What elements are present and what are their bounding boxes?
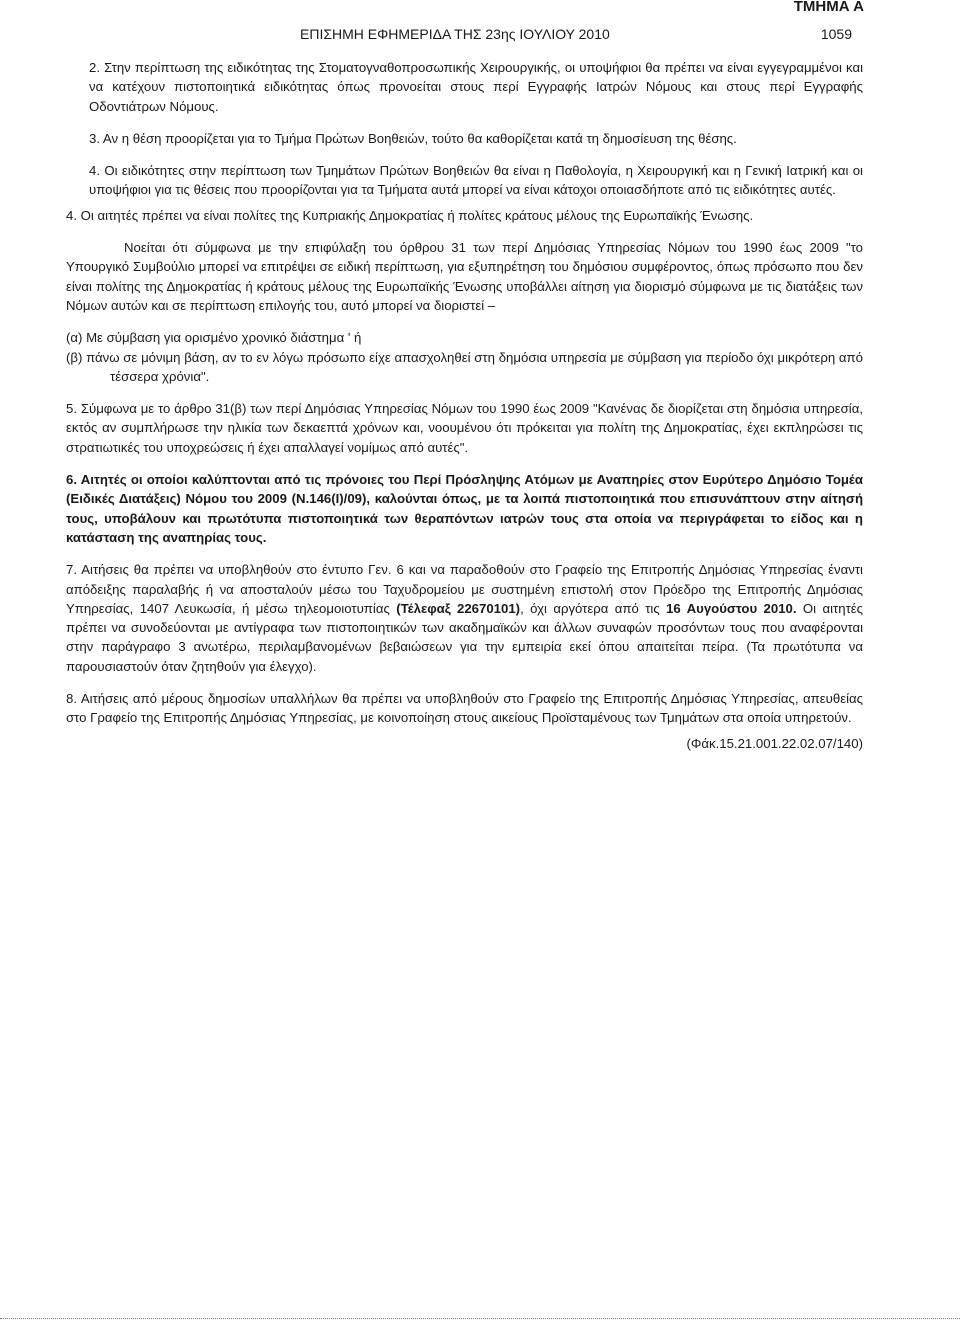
paragraph-2: 2. Στην περίπτωση της ειδικότητας της Στοματογναθοπροσωπικής Χειρουργικής, οι υποψήφιοι θα πρέπει να είναι εγγεγραμμένοι και να κατέχουν πιστοποιητικά ειδικότητας όπως προνοείται στους περί Εγγραφής Ιατρών Νόμους και στους περί Εγγραφής Οδοντιάτρων Νόμους. [89, 60, 863, 114]
paragraph-7-post: Οι αιτητές πρέπει να συνοδεύονται με αντίγραφα των πιστοποιητικών των ακαδημαϊκών και άλλων συναφών προσόντων τους που αναφέρονται στην παράγραφο 3 ανωτέρω, περιλαμβανομένων βεβαιώσεων για την εμπειρία εκεί όπου απαιτείται πείρα. (Τα πρωτότυπα να παρουσιαστούν όταν ζητηθούν για έλεγχο). [66, 600, 864, 674]
paragraph-4b: 4. Οι αιτητές πρέπει να είναι πολίτες της Κυπριακής Δημοκρατίας ή πολίτες κράτους μέλους της Ευρωπαϊκής Ένωσης. [66, 207, 754, 223]
gazette-title: ΕΠΙΣΗΜΗ ΕΦΗΜΕΡΙΔΑ ΤΗΣ 23ης ΙΟΥΛΙΟΥ 2010 [300, 26, 610, 42]
bottom-divider [0, 1318, 960, 1319]
list-item-b: (β) πάνω σε μόνιμη βάση, αν το εν λόγω πρόσωπο είχε απασχοληθεί στη δημόσια υπηρεσία με σύμβαση για περίοδο όχι μικρότερη από τέσσερα χρόνια". [66, 349, 863, 384]
paragraph-6 [66, 470, 863, 547]
paragraph-7-pre: 7. Αιτήσεις θα πρέπει να υποβληθούν στο έντυπο Γεν. 6 και να παραδοθούν στο Γραφείο της Επιτροπής Δημόσιας Υπηρεσίας έναντι απόδειξης παραλαβής ή να αποσταλούν μέσω του Ταχυδρομείου με συστημένη επιστολή στον Πρόεδρο της Επιτροπής Δημόσιας Υπηρεσίας, 1407 Λευκωσία, ή μέσω τηλεομοιοτυπίας [66, 562, 863, 616]
notice-paragraph: Νοείται ότι σύμφωνα με την επιφύλαξη του όρθρου 31 των περί Δημόσιας Υπηρεσίας Νόμων του 1990 έως 2009 "το Υπουργικό Συμβούλιο μπορεί να επιτρέψει σε ειδική περίπτωση, για εξυπηρέτηση του δημόσιου συμφέροντος, όπως πρόσωπο που δεν είναι πολίτης της Δημοκρατίας ή κράτους μέλους της Ευρωπαϊκής Ένωσης υποβάλλει αίτηση για διορισμό σύμφωνα με τις διατάξεις των Νόμων αυτών και σε περίπτωση επιλογής του, αυτό μπορεί να διοριστεί – [66, 240, 863, 313]
deadline-date: 16 Αυγούστου 2010. [666, 600, 797, 616]
section-label: ΤΜΗΜΑ Α [793, 0, 864, 15]
paragraph-8: 8. Αιτήσεις από μέρους δημοσίων υπαλλήλων θα πρέπει να υποβληθούν στο Γραφείο της Επιτροπής Δημόσιας Υπηρεσίας, απευθείας στο Γραφείο της Επιτροπής Δημόσιας Υπηρεσίας, με κοινοποίηση στους αικείους Προϊσταμένους των Τμημάτων στα οποία υπηρετούν. [66, 691, 863, 726]
paragraph-7-mid: , όχι αργότερα από τις [520, 600, 667, 616]
page-number: 1059 [820, 26, 852, 42]
paragraph-7 [66, 560, 863, 676]
paragraph-6-text: 6. Αιτητές οι οποίοι καλύπτονται από τις πρόνοιες του Περί Πρόσληψης Ατόμων με Αναπηρίες στον Ευρύτερο Δημόσιο Τομέα (Ειδικές Διατάξεις) Νόμου του 2009 (Ν.146(Ι)/09), καλούνται όπως, με τα λοιπά πιστοποιητικά που επισυνάπτουν στην αίτησή τους, υποβάλουν και πρωτότυπα πιστοποιητικά των θεραπόντων ιατρών τους στα οποία να περιγράφεται το είδος και η κατάσταση της αναπηρίας τους. [66, 472, 863, 545]
paragraph-5: 5. Σύμφωνα με το άρθρο 31(β) των περί Δημόσιας Υπηρεσίας Νόμων του 1990 έως 2009 "Κανένας δε διορίζεται στη δημόσια υπηρεσία, εκτός αν συμπλήρωσε την ηλικία των δεκαεπτά χρόνων και, νοουμένου ότι πρόκειται για πολίτη της Δημοκρατίας, έχει εκπληρώσει τις στρατιωτικές του υποχρεώσεις ή έχει απαλλαγεί νομίμως από αυτές". [66, 401, 863, 455]
document-body [66, 58, 863, 753]
list-item-a: (α) Με σύμβαση για ορισμένο χρονικό διάστημα ' ή [66, 330, 362, 346]
paragraph-3: 3. Αν η θέση προορίζεται για το Τμήμα Πρώτων Βοηθειών, τούτο θα καθορίζεται κατά τη δημοσίευση της θέσης. [89, 130, 737, 146]
paragraph-4a: 4. Οι ειδικότητες στην περίπτωση των Τμημάτων Πρώτων Βοηθειών θα είναι η Παθολογία, η Χειρουργική και η Γενική Ιατρική και οι υποψήφιοι για τις θέσεις που προορίζονται για τα Τμήματα αυτά μπορεί να είναι κάτοχοι οποιασδήποτε από τις ειδικότητες αυτές. [89, 163, 863, 198]
fax-number: (Τέλεφαξ 22670101) [396, 600, 521, 616]
file-reference: (Φάκ.15.21.001.22.02.07/140) [686, 735, 863, 751]
